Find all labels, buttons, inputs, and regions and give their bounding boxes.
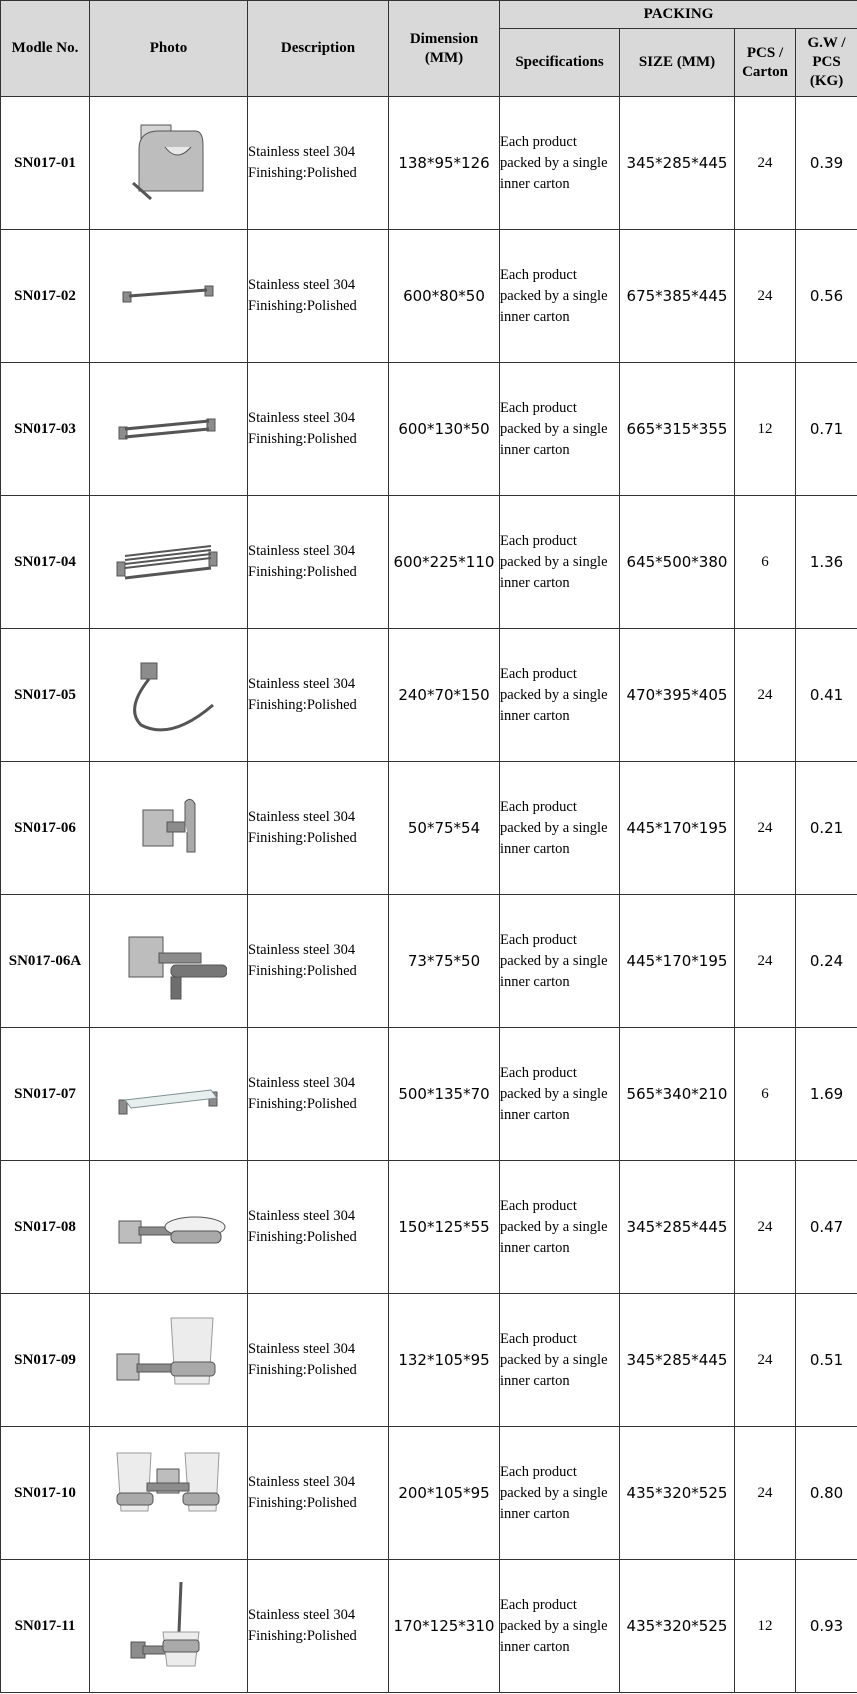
table-row xyxy=(1,363,857,496)
header-gw-line3: (KG) xyxy=(809,72,844,89)
description-finishing: Finishing:Polished xyxy=(248,1495,357,1511)
spec-line-1: Each product xyxy=(500,266,577,283)
model-number: SN017-05 xyxy=(1,629,90,762)
pcs-per-carton-value: 6 xyxy=(735,1028,796,1161)
pcs-per-carton-value: 24 xyxy=(735,1427,796,1560)
pcs-per-carton-value: 24 xyxy=(735,1294,796,1427)
table-row xyxy=(1,629,857,762)
description-cell xyxy=(248,629,389,762)
spec-line-1: Each product xyxy=(500,1064,577,1081)
model-number: SN017-01 xyxy=(1,97,90,230)
carton-size-value: 345*285*445 xyxy=(620,1294,735,1427)
product-photo xyxy=(90,1427,248,1560)
description-cell xyxy=(248,496,389,629)
model-number: SN017-02 xyxy=(1,230,90,363)
specifications-cell xyxy=(500,629,620,762)
pcs-per-carton-value: 24 xyxy=(735,629,796,762)
double-tumbler-holder-icon xyxy=(111,1447,227,1539)
description-cell xyxy=(248,363,389,496)
dimension-value: 500*135*70 xyxy=(389,1028,500,1161)
spec-line-2: packed by a single xyxy=(500,819,608,836)
model-number: SN017-10 xyxy=(1,1427,90,1560)
spec-line-3: inner carton xyxy=(500,1372,570,1389)
table-row xyxy=(1,1560,857,1693)
description-finishing: Finishing:Polished xyxy=(248,298,357,314)
dimension-value: 150*125*55 xyxy=(389,1161,500,1294)
spec-line-1: Each product xyxy=(500,399,577,416)
description-material: Stainless steel 304 xyxy=(248,144,356,160)
model-number: SN017-06A xyxy=(1,895,90,1028)
carton-size-value: 435*320*525 xyxy=(620,1427,735,1560)
carton-size-value: 645*500*380 xyxy=(620,496,735,629)
toilet-brush-holder-icon xyxy=(111,1580,227,1672)
toilet-paper-holder-icon xyxy=(111,117,227,209)
header-dimension-line2: (MM) xyxy=(424,49,464,66)
spec-line-1: Each product xyxy=(500,1330,577,1347)
towel-rack-shelf-icon xyxy=(111,516,227,608)
carton-size-value: 345*285*445 xyxy=(620,97,735,230)
specifications-cell xyxy=(500,1161,620,1294)
gross-weight-value: 0.93 xyxy=(796,1560,857,1693)
description-cell xyxy=(248,1427,389,1560)
model-number: SN017-09 xyxy=(1,1294,90,1427)
spec-line-2: packed by a single xyxy=(500,1218,608,1235)
carton-size-value: 435*320*525 xyxy=(620,1560,735,1693)
spec-line-3: inner carton xyxy=(500,707,570,724)
specifications-cell xyxy=(500,895,620,1028)
model-number: SN017-06 xyxy=(1,762,90,895)
model-number: SN017-11 xyxy=(1,1560,90,1693)
spec-line-1: Each product xyxy=(500,532,577,549)
product-photo xyxy=(90,629,248,762)
carton-size-value: 445*170*195 xyxy=(620,895,735,1028)
description-material: Stainless steel 304 xyxy=(248,1208,356,1224)
specifications-cell xyxy=(500,1560,620,1693)
header-pcs-line1: PCS / xyxy=(746,44,784,61)
carton-size-value: 445*170*195 xyxy=(620,762,735,895)
gross-weight-value: 0.80 xyxy=(796,1427,857,1560)
spec-line-2: packed by a single xyxy=(500,1617,608,1634)
table-row xyxy=(1,496,857,629)
specifications-cell xyxy=(500,1427,620,1560)
header-gw xyxy=(796,29,857,97)
spec-line-2: packed by a single xyxy=(500,686,608,703)
description-finishing: Finishing:Polished xyxy=(248,830,357,846)
header-packing: PACKING xyxy=(500,1,857,29)
header-pcs xyxy=(735,29,796,97)
gross-weight-value: 0.39 xyxy=(796,97,857,230)
table-row xyxy=(1,1028,857,1161)
spec-line-2: packed by a single xyxy=(500,1484,608,1501)
spec-line-3: inner carton xyxy=(500,1106,570,1123)
spec-line-1: Each product xyxy=(500,133,577,150)
spec-line-2: packed by a single xyxy=(500,553,608,570)
table-row xyxy=(1,97,857,230)
spec-line-1: Each product xyxy=(500,1463,577,1480)
gross-weight-value: 1.36 xyxy=(796,496,857,629)
description-material: Stainless steel 304 xyxy=(248,543,356,559)
dimension-value: 132*105*95 xyxy=(389,1294,500,1427)
spec-line-3: inner carton xyxy=(500,1638,570,1655)
dimension-value: 138*95*126 xyxy=(389,97,500,230)
pcs-per-carton-value: 12 xyxy=(735,1560,796,1693)
table-body xyxy=(1,97,857,1693)
gross-weight-value: 0.21 xyxy=(796,762,857,895)
spec-line-3: inner carton xyxy=(500,175,570,192)
carton-size-value: 470*395*405 xyxy=(620,629,735,762)
description-material: Stainless steel 304 xyxy=(248,1341,356,1357)
specifications-cell xyxy=(500,97,620,230)
spec-line-2: packed by a single xyxy=(500,952,608,969)
spec-line-1: Each product xyxy=(500,798,577,815)
glass-shelf-icon xyxy=(111,1048,227,1140)
spec-line-2: packed by a single xyxy=(500,287,608,304)
description-cell xyxy=(248,895,389,1028)
spec-line-1: Each product xyxy=(500,1197,577,1214)
double-towel-bar-icon xyxy=(111,383,227,475)
spec-line-2: packed by a single xyxy=(500,420,608,437)
table-row xyxy=(1,1294,857,1427)
description-material: Stainless steel 304 xyxy=(248,277,356,293)
specifications-cell xyxy=(500,1028,620,1161)
description-material: Stainless steel 304 xyxy=(248,1607,356,1623)
pcs-per-carton-value: 24 xyxy=(735,762,796,895)
gross-weight-value: 0.51 xyxy=(796,1294,857,1427)
description-finishing: Finishing:Polished xyxy=(248,963,357,979)
description-cell xyxy=(248,762,389,895)
spec-line-3: inner carton xyxy=(500,308,570,325)
carton-size-value: 345*285*445 xyxy=(620,1161,735,1294)
model-number: SN017-04 xyxy=(1,496,90,629)
spec-line-2: packed by a single xyxy=(500,154,608,171)
specifications-cell xyxy=(500,496,620,629)
description-material: Stainless steel 304 xyxy=(248,1474,356,1490)
spec-line-1: Each product xyxy=(500,1596,577,1613)
pcs-per-carton-value: 12 xyxy=(735,363,796,496)
gross-weight-value: 0.41 xyxy=(796,629,857,762)
table-row xyxy=(1,230,857,363)
model-number: SN017-07 xyxy=(1,1028,90,1161)
description-material: Stainless steel 304 xyxy=(248,676,356,692)
spec-line-2: packed by a single xyxy=(500,1351,608,1368)
header-row-top xyxy=(1,1,857,29)
model-number: SN017-08 xyxy=(1,1161,90,1294)
pcs-per-carton-value: 6 xyxy=(735,496,796,629)
gross-weight-value: 0.47 xyxy=(796,1161,857,1294)
product-photo xyxy=(90,496,248,629)
soap-dish-icon xyxy=(111,1181,227,1273)
specifications-cell xyxy=(500,1294,620,1427)
specifications-cell xyxy=(500,230,620,363)
spec-line-2: packed by a single xyxy=(500,1085,608,1102)
model-number: SN017-03 xyxy=(1,363,90,496)
header-pcs-line2: Carton xyxy=(742,63,788,80)
spec-line-3: inner carton xyxy=(500,973,570,990)
product-photo xyxy=(90,762,248,895)
dimension-value: 240*70*150 xyxy=(389,629,500,762)
product-photo xyxy=(90,1028,248,1161)
description-cell xyxy=(248,1560,389,1693)
product-photo xyxy=(90,230,248,363)
description-finishing: Finishing:Polished xyxy=(248,697,357,713)
spec-line-3: inner carton xyxy=(500,441,570,458)
header-description: Description xyxy=(248,1,389,97)
dimension-value: 50*75*54 xyxy=(389,762,500,895)
dimension-value: 600*130*50 xyxy=(389,363,500,496)
header-gw-line1: G.W / xyxy=(807,35,846,52)
product-photo xyxy=(90,895,248,1028)
gross-weight-value: 0.56 xyxy=(796,230,857,363)
product-photo xyxy=(90,97,248,230)
pcs-per-carton-value: 24 xyxy=(735,230,796,363)
header-model: Modle No. xyxy=(1,1,90,97)
description-cell xyxy=(248,1294,389,1427)
double-robe-hook-icon xyxy=(111,915,227,1007)
towel-ring-icon xyxy=(111,649,227,741)
robe-hook-icon xyxy=(111,782,227,874)
gross-weight-value: 0.24 xyxy=(796,895,857,1028)
dimension-value: 200*105*95 xyxy=(389,1427,500,1560)
single-towel-bar-icon xyxy=(111,250,227,342)
description-finishing: Finishing:Polished xyxy=(248,1229,357,1245)
spec-line-3: inner carton xyxy=(500,1239,570,1256)
header-dimension xyxy=(389,1,500,97)
header-size: SIZE (MM) xyxy=(620,29,735,97)
description-finishing: Finishing:Polished xyxy=(248,1362,357,1378)
spec-line-1: Each product xyxy=(500,665,577,682)
dimension-value: 600*80*50 xyxy=(389,230,500,363)
tumbler-holder-icon xyxy=(111,1314,227,1406)
description-material: Stainless steel 304 xyxy=(248,410,356,426)
specifications-cell xyxy=(500,363,620,496)
spec-line-3: inner carton xyxy=(500,840,570,857)
product-photo xyxy=(90,1161,248,1294)
header-gw-line2: PCS xyxy=(812,54,841,71)
header-photo: Photo xyxy=(90,1,248,97)
description-material: Stainless steel 304 xyxy=(248,942,356,958)
table-row xyxy=(1,1427,857,1560)
description-cell xyxy=(248,97,389,230)
carton-size-value: 665*315*355 xyxy=(620,363,735,496)
specifications-cell xyxy=(500,762,620,895)
header-specifications: Specifications xyxy=(500,29,620,97)
description-finishing: Finishing:Polished xyxy=(248,431,357,447)
spec-line-3: inner carton xyxy=(500,1505,570,1522)
table-row xyxy=(1,1161,857,1294)
dimension-value: 73*75*50 xyxy=(389,895,500,1028)
description-finishing: Finishing:Polished xyxy=(248,564,357,580)
description-finishing: Finishing:Polished xyxy=(248,1628,357,1644)
description-cell xyxy=(248,1161,389,1294)
spec-line-3: inner carton xyxy=(500,574,570,591)
table-row xyxy=(1,895,857,1028)
table-row xyxy=(1,762,857,895)
description-cell xyxy=(248,230,389,363)
description-material: Stainless steel 304 xyxy=(248,809,356,825)
dimension-value: 170*125*310 xyxy=(389,1560,500,1693)
carton-size-value: 675*385*445 xyxy=(620,230,735,363)
gross-weight-value: 1.69 xyxy=(796,1028,857,1161)
carton-size-value: 565*340*210 xyxy=(620,1028,735,1161)
spec-line-1: Each product xyxy=(500,931,577,948)
gross-weight-value: 0.71 xyxy=(796,363,857,496)
product-photo xyxy=(90,363,248,496)
header-dimension-line1: Dimension xyxy=(409,30,479,47)
pcs-per-carton-value: 24 xyxy=(735,97,796,230)
description-material: Stainless steel 304 xyxy=(248,1075,356,1091)
pcs-per-carton-value: 24 xyxy=(735,895,796,1028)
description-cell xyxy=(248,1028,389,1161)
description-finishing: Finishing:Polished xyxy=(248,1096,357,1112)
description-finishing: Finishing:Polished xyxy=(248,165,357,181)
pcs-per-carton-value: 24 xyxy=(735,1161,796,1294)
product-photo xyxy=(90,1294,248,1427)
product-photo xyxy=(90,1560,248,1693)
dimension-value: 600*225*110 xyxy=(389,496,500,629)
